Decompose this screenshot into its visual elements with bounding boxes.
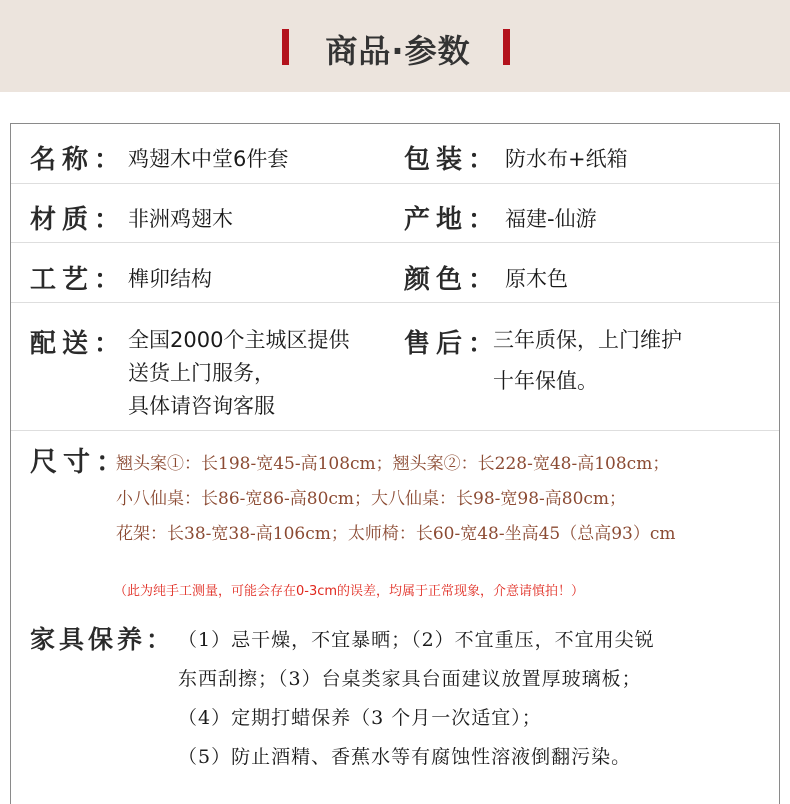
delivery-line: 全国2000个主城区提供 bbox=[128, 328, 350, 352]
row-divider bbox=[11, 430, 779, 431]
size-line: 花架：长38-宽38-高106cm；太师椅：长60-宽48-坐高45（总高93）cm bbox=[116, 524, 676, 544]
name-value: 鸡翅木中堂6件套 bbox=[128, 147, 289, 171]
delivery-line: 具体请咨询客服 bbox=[128, 394, 275, 418]
color-value: 原木色 bbox=[505, 267, 568, 291]
size-line: 小八仙桌：长86-宽86-高80cm；大八仙桌：长98-宽98-高80cm； bbox=[116, 489, 627, 509]
material-value: 非洲鸡翅木 bbox=[128, 207, 233, 231]
aftersale-line: 三年质保，上门维护 bbox=[493, 328, 682, 352]
package-value: 防水布+纸箱 bbox=[505, 147, 628, 171]
header-right-bar bbox=[503, 29, 510, 65]
section-header bbox=[0, 0, 790, 92]
origin-label: 产地： bbox=[404, 205, 501, 235]
craft-value: 榫卯结构 bbox=[128, 267, 212, 291]
measurement-note: （此为纯手工测量，可能会存在0-3cm的误差，均属于正常现象，介意请慎拍！） bbox=[114, 584, 585, 599]
section-title: 商品·参数 bbox=[325, 32, 471, 70]
row-divider bbox=[11, 302, 779, 303]
care-label: 家具保养： bbox=[30, 625, 176, 654]
aftersale-line: 十年保值。 bbox=[493, 369, 598, 393]
row-divider bbox=[11, 183, 779, 184]
header-left-bar bbox=[282, 29, 289, 65]
delivery-line: 送货上门服务， bbox=[128, 361, 275, 385]
care-line: 东西刮擦；（3）台桌类家具台面建议放置厚玻璃板； bbox=[178, 668, 642, 690]
color-label: 颜色： bbox=[404, 265, 501, 295]
care-line: （5）防止酒精、香蕉水等有腐蚀性溶液倒翻污染。 bbox=[178, 746, 632, 768]
delivery-label: 配送： bbox=[30, 329, 127, 359]
origin-value: 福建-仙游 bbox=[505, 207, 597, 231]
material-label: 材质： bbox=[30, 205, 127, 235]
aftersale-label: 售后： bbox=[404, 329, 501, 359]
care-line: （1）忌干燥，不宜暴晒；（2）不宜重压，不宜用尖锐 bbox=[178, 629, 655, 651]
package-label: 包装： bbox=[404, 145, 501, 175]
size-label: 尺寸： bbox=[30, 447, 129, 478]
name-label: 名称： bbox=[30, 145, 127, 175]
care-line: （4）定期打蜡保养（3 个月一次适宜）； bbox=[178, 707, 542, 729]
craft-label: 工艺： bbox=[30, 265, 127, 295]
size-line: 翘头案①：长198-宽45-高108cm；翘头案②：长228-宽48-高108cm； bbox=[116, 454, 670, 474]
row-divider bbox=[11, 242, 779, 243]
